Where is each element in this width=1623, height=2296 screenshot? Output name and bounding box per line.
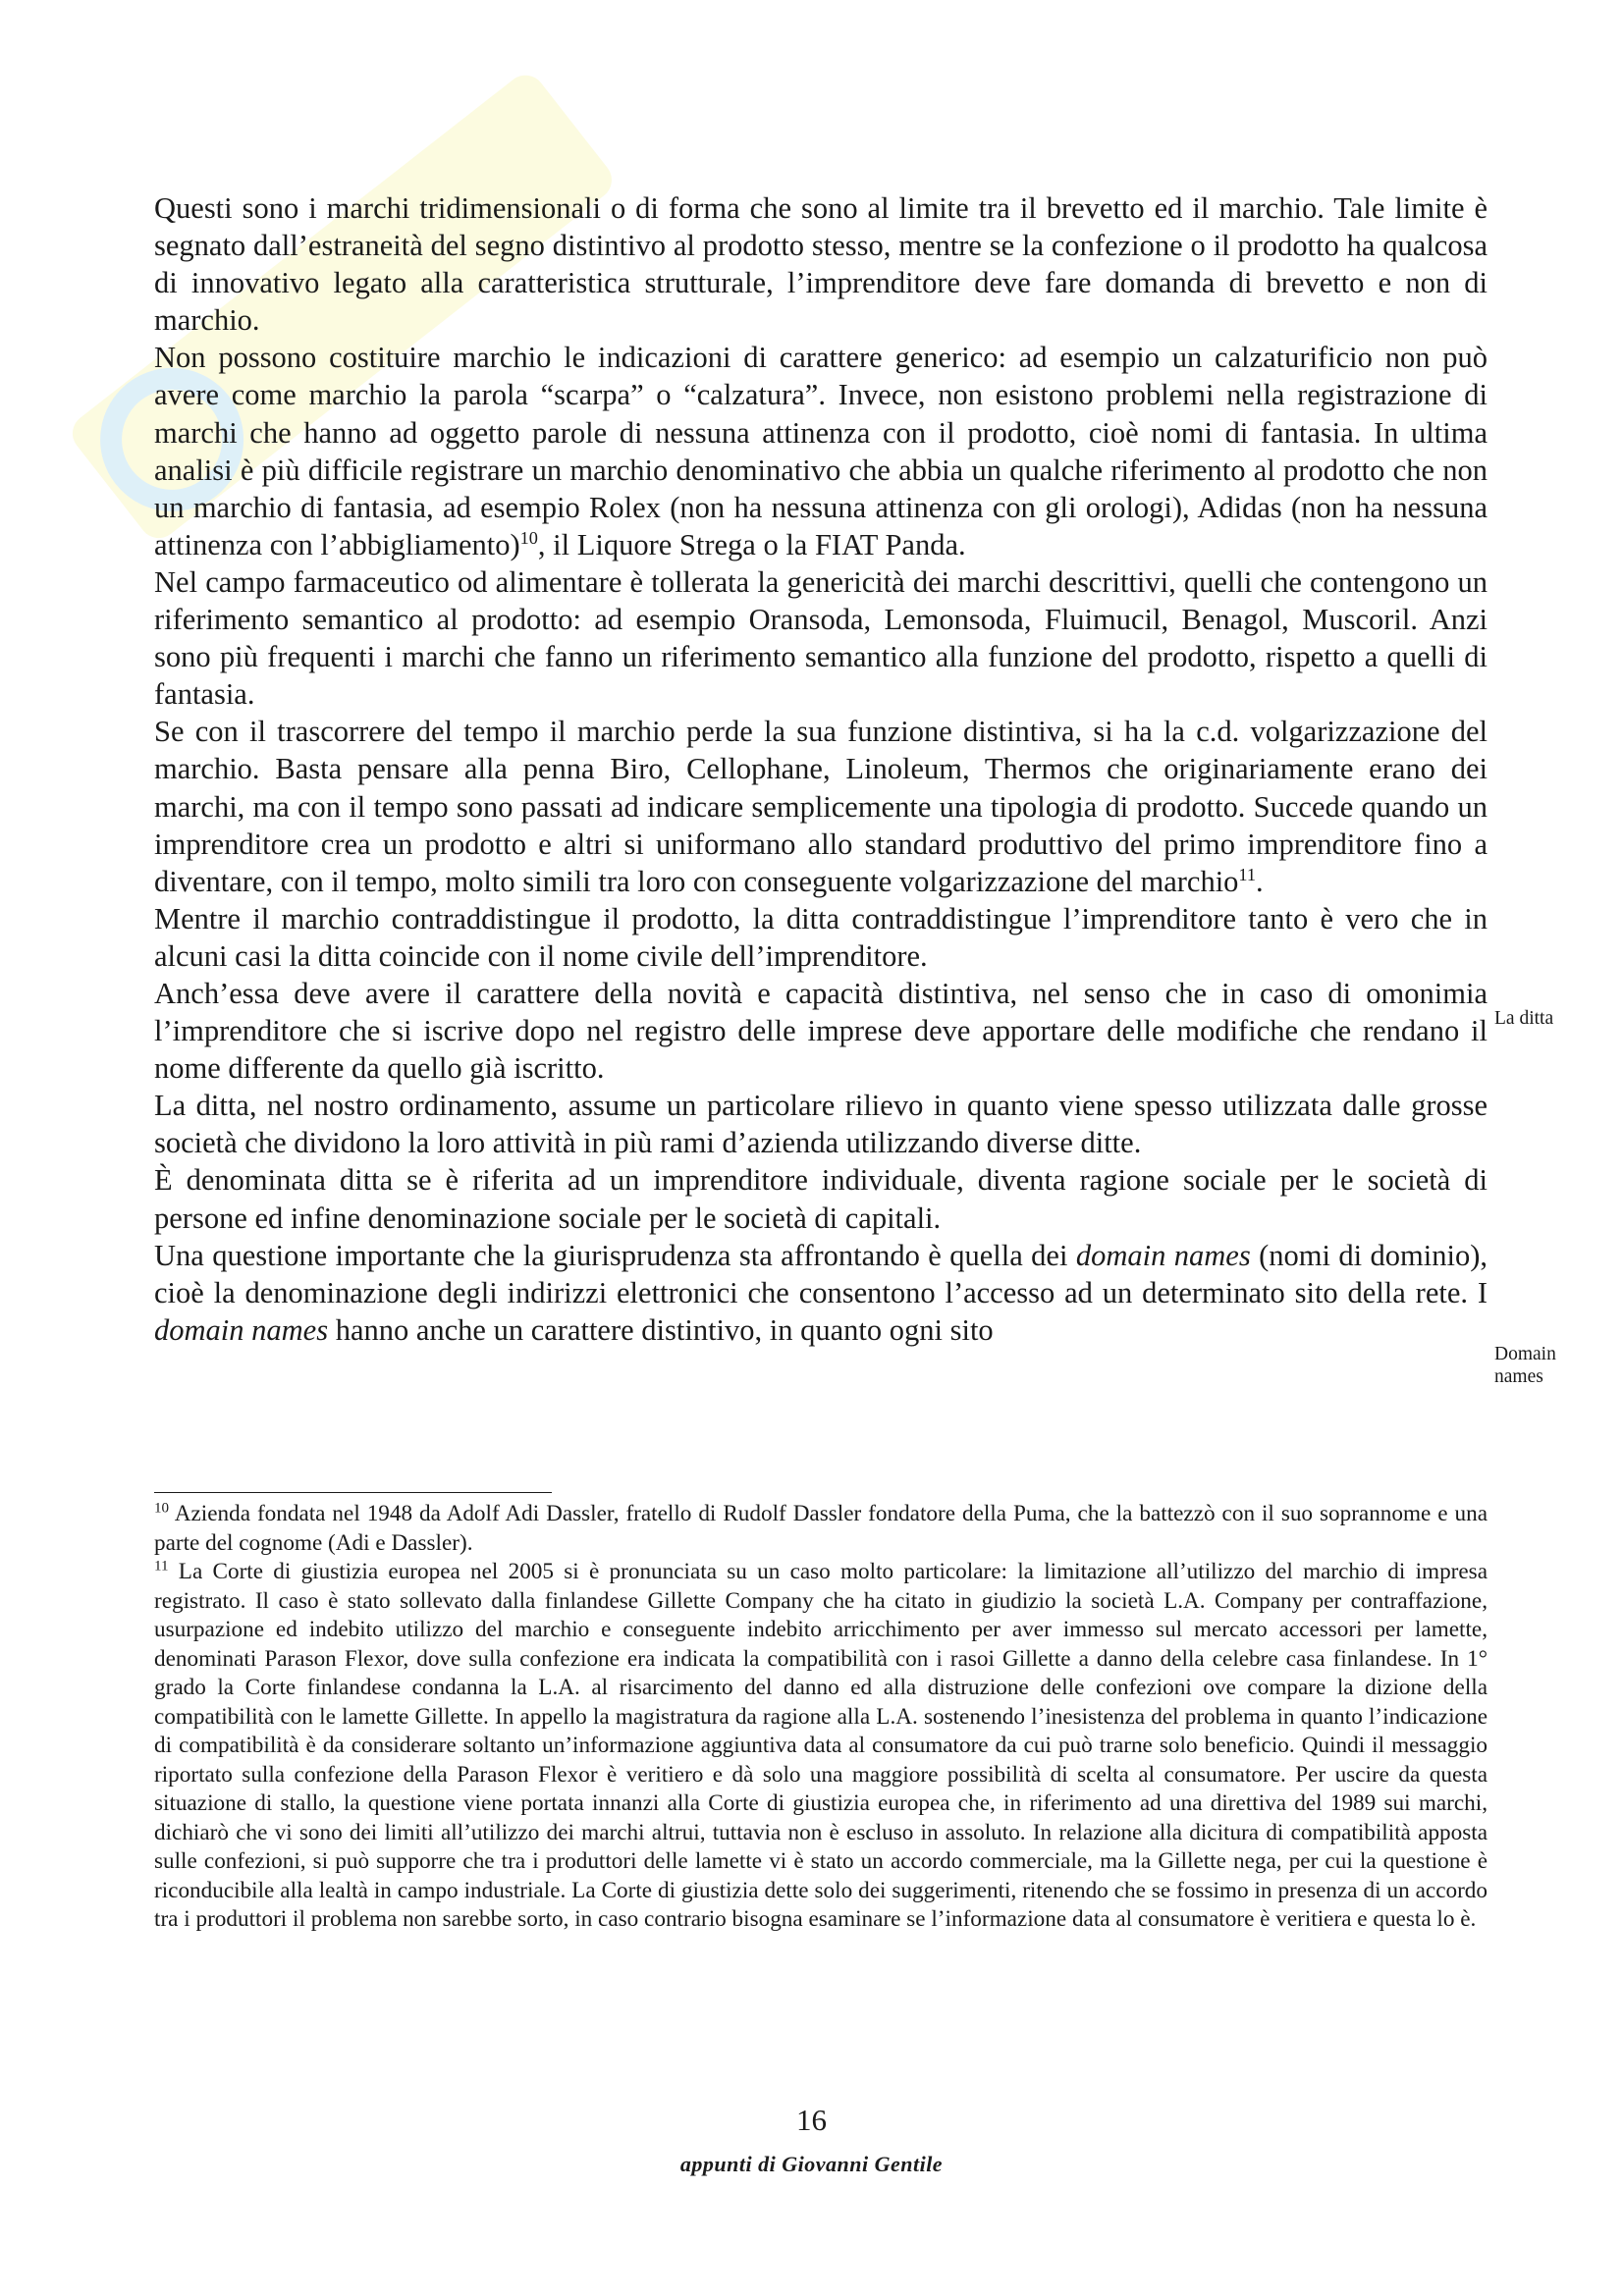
main-text [154, 189, 1488, 1349]
footnote-10 [154, 1500, 1488, 1558]
footnotes [154, 1500, 1488, 1935]
footer-signature: appunti di Giovanni Gentile [679, 2152, 944, 2176]
paragraph-omonimia: Anch’essa deve avere il carattere della novità e capacità distintiva, nel senso che in caso di omonimia l’imprenditore che si iscrive dopo nel registro delle imprese deve apportare delle modifiche che rendano il nome differente da quello già iscritto. [154, 976, 1488, 1086]
margin-note-domain-names [1494, 1343, 1602, 1388]
paragraph-domain-text-1: Una questione importante che la giurisprudenza sta affrontando è quella dei [154, 1238, 1076, 1272]
paragraph-ditta: Mentre il marchio contraddistingue il prodotto, la ditta contraddistingue l’imprenditore tanto è vero che in alcuni casi la ditta coincide con il nome civile dell’imprenditore. [154, 901, 1488, 973]
paragraph-farmaceutico: Nel campo farmaceutico od alimentare è tollerata la genericità dei marchi descrittivi, quelli che contengono un riferimento semantico al prodotto: ad esempio Oransoda, Lemonsoda, Fluimucil, Benagol, Muscoril. Anzi sono più frequenti i marchi che fanno un riferimento semantico alla funzione del prodotto, rispetto a quelli di fantasia. [154, 564, 1488, 712]
paragraph-ordinamento: La ditta, nel nostro ordinamento, assume un particolare rilievo in quanto viene spesso utilizzata dalle grosse società che dividono la loro attività in più rami d’azienda utilizzando diverse ditte. [154, 1089, 1488, 1160]
footnote-ref-10: 10 [519, 527, 538, 548]
footnote-10-number: 10 [154, 1500, 170, 1517]
paragraph-domain-text-2: (nomi di dominio), cioè la denominazione degli indirizzi elettronici che consentono l’accesso ad un determinato sito della rete. I [154, 1238, 1488, 1309]
paragraph-generico-end: , il Liquore Strega o la FIAT Panda. [537, 527, 966, 561]
footnote-separator [154, 1492, 552, 1493]
term-domain-names: domain names [1075, 1238, 1251, 1272]
paragraph-domain-text-3: hanno anche un carattere distintivo, in quanto ogni sito [328, 1312, 994, 1347]
term-domain-names-2: domain names [154, 1312, 329, 1347]
footnote-ref-11: 11 [1238, 864, 1257, 884]
page-number: 16 [796, 2103, 827, 2137]
paragraph-domain-names [154, 1237, 1488, 1349]
margin-note-domain-line2: names [1494, 1366, 1543, 1387]
footnote-11-number: 11 [154, 1558, 169, 1575]
footnote-10-text: Azienda fondata nel 1948 da Adolf Adi Dassler, fratello di Rudolf Dassler fondatore della Puma, che la battezzò con il suo soprannome e una parte del cognome (Adi e Dassler). [154, 1501, 1488, 1556]
margin-note-domain-line1: Domain [1494, 1344, 1556, 1364]
paragraph-denominata: È denominata ditta se è riferita ad un imprenditore individuale, diventa ragione sociale per le società di persone ed infine denominazione sociale per le società di capitali. [154, 1163, 1488, 1235]
paragraph-forma: Questi sono i marchi tridimensionali o di forma che sono al limite tra il brevetto ed il marchio. Tale limite è segnato dall’estraneità del segno distintivo al prodotto stesso, mentre se la confezione o il prodotto ha qualcosa di innovativo legato alla caratteristica strutturale, l’imprenditore deve fare domanda di brevetto e non di marchio. [154, 191, 1488, 338]
paragraph-volgarizzazione-text: Se con il trascorrere del tempo il marchio perde la sua funzione distintiva, si ha la c.d. volgarizzazione del marchio. Basta pensare alla penna Biro, Cellophane, Linoleum, Thermos che originariamente erano dei marchi, ma con il tempo sono passati ad indicare semplicemente una tipologia di prodotto. Succede quando un imprenditore crea un prodotto e altri si uniformano allo standard produttivo del primo imprenditore fino a diventare, con il tempo, molto simili tra loro con conseguente volgarizzazione del marchio [154, 715, 1488, 898]
paragraph-volgarizzazione-end: . [1256, 864, 1264, 898]
margin-note-ditta: La ditta [1494, 1008, 1554, 1029]
footnote-11 [154, 1558, 1488, 1935]
footnote-11-text: La Corte di giustizia europea nel 2005 si è pronunciata su un caso molto particolare: la limitazione all’utilizzo del marchio di impresa registrato. Il caso è stato sollevato dalla finlandese Gillette Company che ha citato in giudizio la società L.A. Company per contraffazione, usurpazione ed indebito utilizzo del marchio e conseguente indebito arricchimento per aver immesso sul mercato accessori per lamette, denominati Parason Flexor, dove sulla confezione era indicata la compatibilità con i rasoi Gillette a danno della celebre casa finlandese. In 1° grado la Corte finlandese condanna la L.A. al risarcimento del danno ed alla distruzione delle confezioni ove compare la dizione della compatibilità con le lamette Gillette. In appello la magistratura da ragione alla L.A. sostenendo l’inesistenza del problema in quanto l’indicazione di compatibilità è da considerare soltanto un’informazione aggiuntiva data al consumatore da cui può trarne solo beneficio. Quindi il messaggio riportato sulla confezione della Parason Flexor è veritiero e dà solo una maggiore possibilità di scelta al consumatore. Per uscire da questa situazione di stallo, la questione viene portata innanzi alla Corte di giustizia europea che, in riferimento ad una direttiva del 1989 sui marchi, dichiarò che vi sono dei limiti all’utilizzo dei marchi altrui, tuttavia non è escluso in assoluto. In relazione alla dicitura di compatibilità apposta sulle confezioni, si può supporre che tra i produttori delle lamette vi è stato un accordo commerciale, ma la Gillette nega, per cui la questione è riconducibile alla lealtà in campo industriale. La Corte di giustizia dette solo dei suggerimenti, ritenendo che se fossimo in presenza di un accordo tra i produttori il problema non sarebbe sorto, in caso contrario bisogna esaminare se l’informazione data al consumatore è veritiera e questa lo è. [154, 1559, 1488, 1932]
paragraph-generico-text: Non possono costituire marchio le indicazioni di carattere generico: ad esempio un calzaturificio non può avere come marchio la parola “scarpa” o “calzatura”. Invece, non esistono problemi nella registrazione di marchi che hanno ad oggetto parole di nessuna attinenza con il prodotto, cioè nomi di fantasia. In ultima analisi è più difficile registrare un marchio denominativo che abbia un qualche riferimento al prodotto che non un marchio di fantasia, ad esempio Rolex (non ha nessuna attinenza con gli orologi), Adidas (non ha nessuna attinenza con l’abbigliamento) [154, 341, 1488, 561]
paragraph-generico [154, 339, 1488, 563]
paragraph-volgarizzazione [154, 713, 1488, 899]
